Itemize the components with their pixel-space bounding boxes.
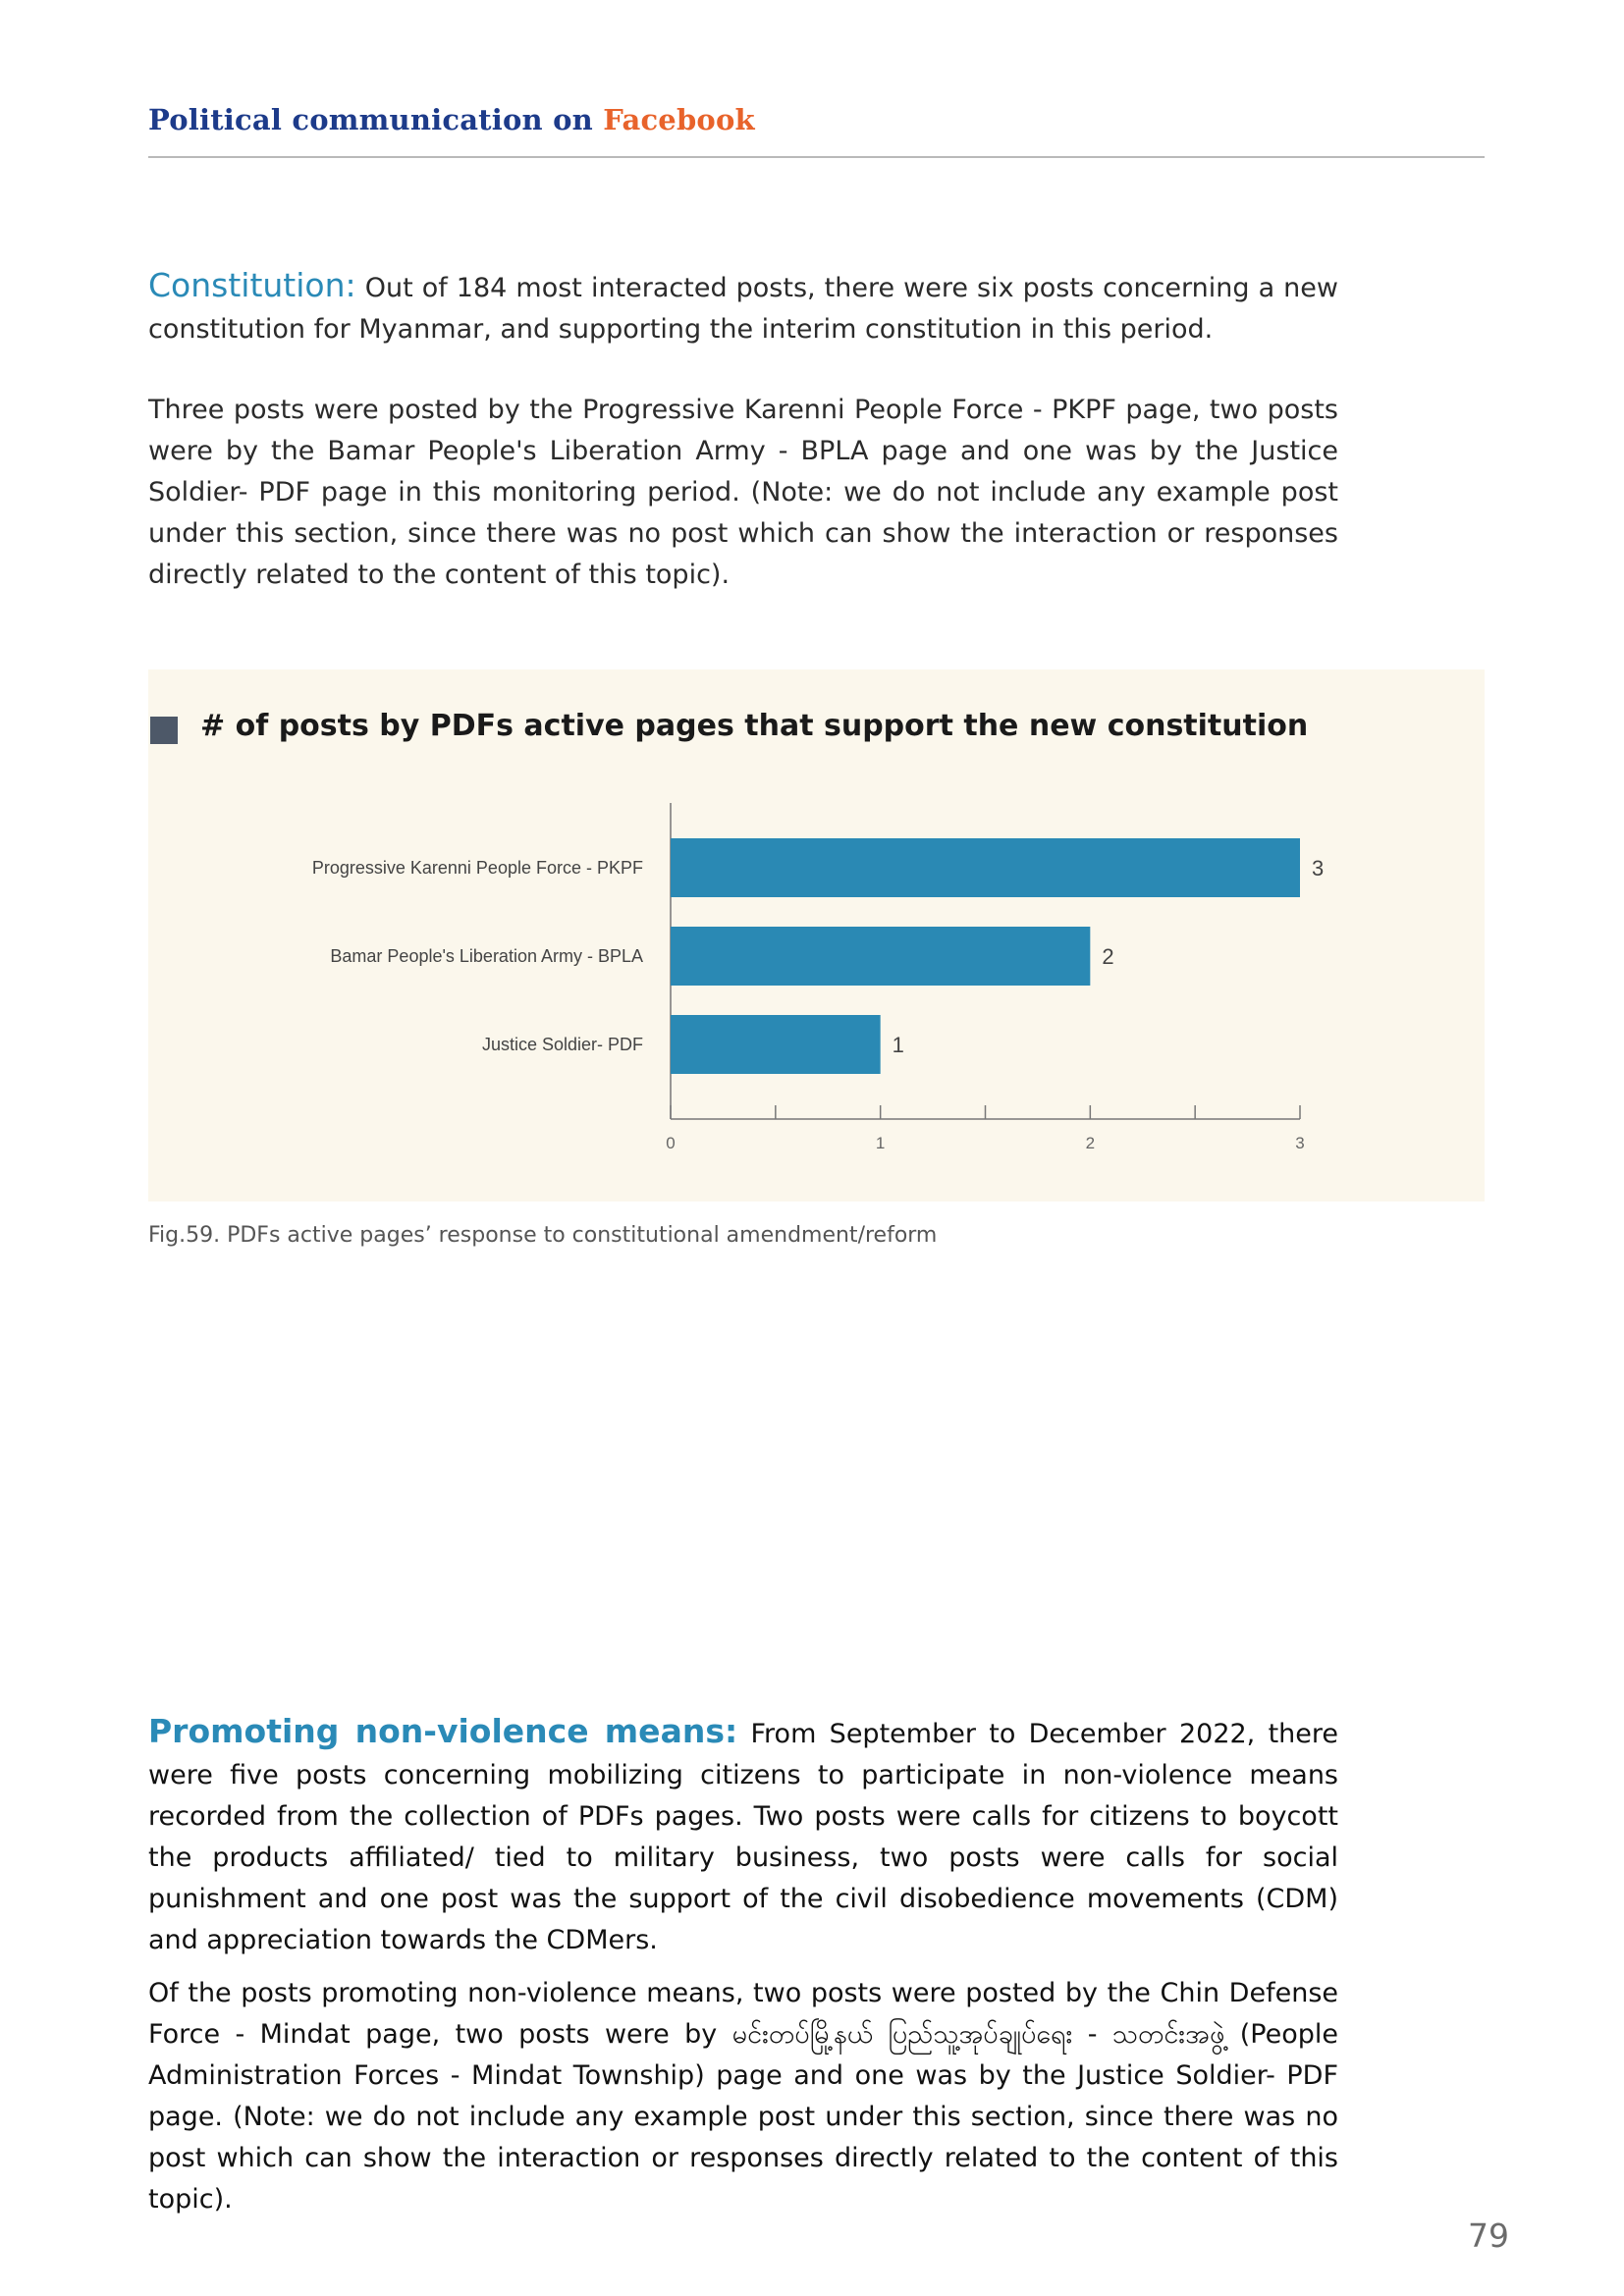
- data-label: 1: [892, 1033, 904, 1057]
- header-title-accent: Facebook: [603, 103, 755, 136]
- x-tick-label: 0: [666, 1134, 676, 1152]
- header-title: Political communication on: [148, 103, 604, 136]
- figure-caption: Fig.59. PDFs active pages’ response to constitutional amendment/reform: [148, 1223, 938, 1248]
- constitution-paragraph-2: Three posts were posted by the Progressive Karenni People Force - PKPF page, two posts were by the Bamar People's Liberation Army - BPLA page and one was by the Justice Soldier- PDF page in this monitoring period. (Note: we do not include any example post under this section, since there was no post which can show the interaction or responses directly related to the content of this topic).: [148, 395, 1338, 590]
- nonviolence-text: From September to December 2022, there were five posts concerning mobilizing citizens to participate in non-violence means recorded from the collection of PDFs pages. Two posts were calls for citizens to boycott the products affiliated/ tied to military business, two posts were calls for social punishment and one post was the support of the civil disobedience movements (CDM) and appreciation towards the CDMers.: [148, 1719, 1338, 1955]
- data-label: 3: [1312, 856, 1325, 881]
- data-label: 2: [1102, 944, 1114, 969]
- nonviolence-paragraph-2: Of the posts promoting non-violence means, two posts were posted by the Chin Defense Force - Mindat page, two posts were by မင်းတပ်မြို့နယ် ပြည်သူ့အုပ်ချုပ်ရေး - သတင်းအဖွဲ့ (People Administration Forces - Mindat Township) page and one was by the Justice Soldier- PDF page. (Note: we do not include any example post under this section, since there was no post which can show the interaction or responses directly related to the content of this topic).: [148, 1978, 1338, 2215]
- page-number: 79: [1468, 2216, 1509, 2255]
- category-label: Justice Soldier- PDF: [481, 1035, 643, 1054]
- constitution-text: Out of 184 most interacted posts, there were six posts concerning a new constitution for Myanmar, and supporting the interim constitution in this period.: [148, 273, 1338, 345]
- category-label: Bamar People's Liberation Army - BPLA: [330, 946, 643, 966]
- nonviolence-paragraph: [148, 1711, 1338, 1961]
- x-tick-label: 3: [1295, 1134, 1305, 1152]
- x-tick-label: 2: [1085, 1134, 1096, 1152]
- bar: [671, 1015, 881, 1074]
- category-label: Progressive Karenni People Force - PKPF: [311, 858, 643, 878]
- nonviolence-heading: Promoting non-violence means:: [148, 1712, 738, 1750]
- bar: [671, 838, 1300, 897]
- x-tick-label: 1: [875, 1134, 886, 1152]
- chart-title: # of posts by PDFs active pages that support the new constitution: [200, 709, 1309, 743]
- bar: [671, 927, 1090, 986]
- constitution-heading: Constitution:: [148, 266, 356, 304]
